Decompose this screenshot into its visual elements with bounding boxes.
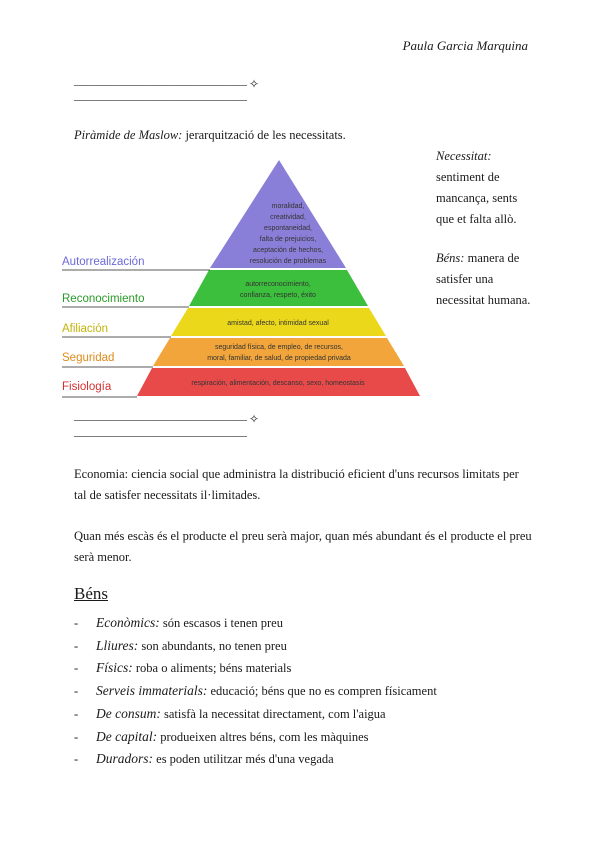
list-item: - De capital: produeixen altres béns, com les màquines [74, 728, 369, 744]
item-term: Econòmics: [96, 615, 160, 630]
economia-paragraph: Economia: ciencia social que administra la distribució eficient d'uns recursos limitats per tal de satisfer necessitats il·limitades. [74, 467, 519, 502]
bens-term: Béns: [436, 251, 465, 265]
level-label-seguridad: Seguridad [62, 352, 115, 364]
item-term: Serveis immaterials: [96, 683, 208, 699]
list-item: - Duradors: es poden utilitzar més d'una vegada [74, 751, 334, 767]
level-label-afiliacion: Afiliación [62, 323, 109, 335]
level-label-autorrealizacion: Autorrealización [62, 256, 145, 268]
pyramid-level-reconocimiento [189, 270, 368, 306]
separator-line: ——————————————— [74, 428, 247, 442]
level-text: aceptación de hechos, [252, 247, 324, 254]
item-text: produeixen altres béns, com les màquines [157, 729, 369, 744]
item-text: son abundants, no tenen preu [138, 638, 287, 653]
level-text: confianza, respeto, éxito [240, 292, 316, 299]
level-label-reconocimiento: Reconocimiento [62, 293, 145, 305]
separator-line: ——————————————— ✧ [74, 77, 259, 91]
level-text: moral, familiar, de salud, de propiedad privada [207, 355, 351, 362]
list-item: - Lliures: son abundants, no tenen preu [74, 637, 287, 653]
level-text: falta de prejuicios, [259, 236, 317, 243]
maslow-pyramid [0, 0, 600, 410]
level-text: resolución de problemas [249, 258, 327, 265]
necessitat-term: Necessitat: [436, 149, 492, 163]
level-text: respiración, alimentación, descanso, sexo, homeostasis [191, 380, 365, 387]
item-text: educació; béns que no es compren físicament [207, 684, 437, 699]
separator-line: ——————————————— ✧ [74, 412, 259, 426]
scarcity-paragraph: Quan més escàs és el producte el preu serà major, quan més abundant és el producte el preu serà menor. [74, 529, 532, 564]
level-label-fisiologia: Fisiología [62, 381, 112, 393]
level-text: moralidad, [271, 203, 305, 210]
bens-list [74, 612, 437, 771]
necessitat-definition: sentiment de mancança, sents que et falta allò. [436, 170, 518, 226]
list-item: - Físics: roba o aliments; béns materials [74, 660, 292, 676]
level-text: creatividad, [270, 214, 306, 221]
item-term: Lliures: [96, 637, 139, 653]
intro-text: jerarquització de les necessitats. [182, 128, 346, 142]
list-item: - Serveis immaterials: educació; béns que no es compren físicament [74, 683, 437, 699]
item-term: De capital: [96, 728, 158, 744]
item-term: De consum: [96, 705, 161, 721]
item-term: Físics: [96, 660, 133, 676]
item-text: roba o aliments; béns materials [132, 661, 292, 676]
level-text: autorreconocimiento, [245, 281, 311, 288]
bens-heading: Béns [74, 584, 108, 603]
level-text: amistad, afecto, intimidad sexual [227, 320, 329, 327]
item-text: són escasos i tenen preu [159, 616, 283, 630]
intro-title: Piràmide de Maslow: [74, 128, 183, 142]
item-term: Duradors: [96, 751, 154, 767]
list-item: - Econòmics: són escasos i tenen preu [74, 615, 283, 630]
separator-line: ——————————————— [74, 92, 247, 106]
item-text: es poden utilitzar més d'una vegada [153, 752, 334, 767]
author-name: Paula Garcia Marquina [402, 38, 528, 53]
bens-definition: manera de satisfer una necessitat humana. [436, 251, 531, 307]
list-item: - De consum: satisfà la necessitat directament, com l'aigua [74, 705, 386, 721]
level-text: espontaneidad, [264, 225, 312, 232]
item-text: satisfà la necessitat directament, com l'aigua [160, 706, 386, 721]
level-text: seguridad física, de empleo, de recursos, [214, 344, 344, 351]
